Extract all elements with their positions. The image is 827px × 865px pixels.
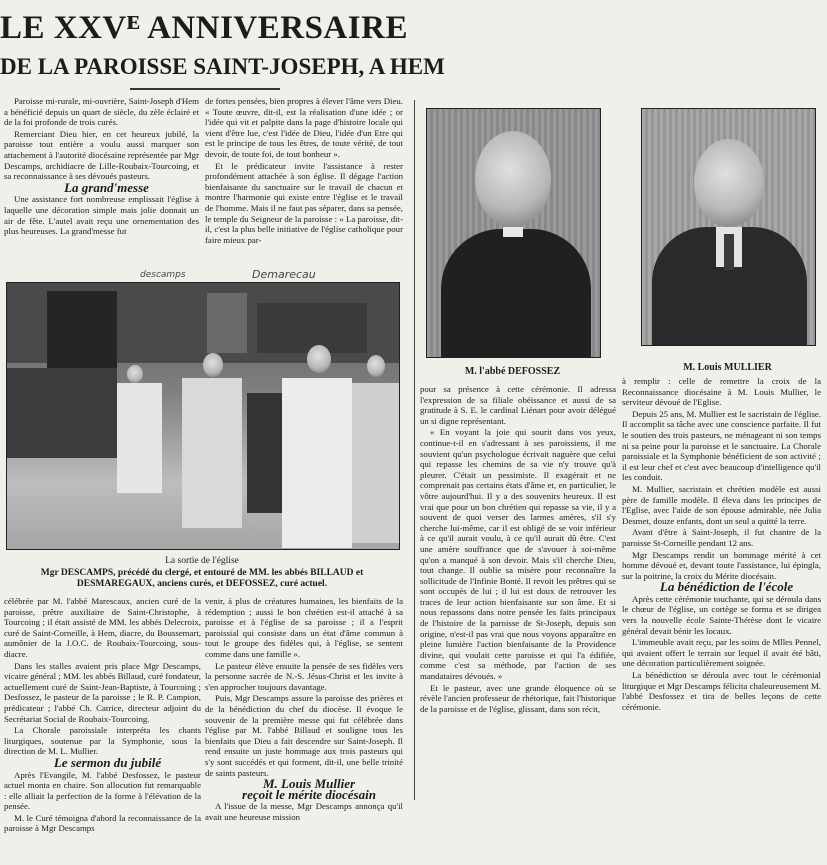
column-divider [414, 100, 415, 800]
paragraph: Mgr Descamps rendit un hommage mérité à cet homme dévoué et, devant toute l'assistance, lui épingla, sur la poitrine, la croix du Mérite diocésain. [622, 549, 821, 581]
paragraph: « En voyant la joie qui sourit dans vos yeux, continue-t-il en s'adressant à ses paroissiens, il me souvient qu'un psychologue écrivait naguère que celui qui repasse les chemins de sa vie n'y trouve qu'à pleurer. C'était un pessimiste. Il exagérait et ne comprenait pas certains états d'âme et, en particulier, le vôtre aujourd'hui. Il y a des souvenirs heureux. Il est vrai que pour un bon chrétien qui repasse sa vie, il y a souvent de quoi verser des larmes amères, s'il s'y cherche lui-même, car il est obligé de se voir inférieur à ce qu'il aurait voulu, à ce qu'il aurait dû être. C'est une amère souffrance que de s'avouer à soi-même qu'on a manqué à son devoir. Mais s'il cherche Dieu, tout change. Il oublie sa misère pour reconnaître la sollicitude de l'Infinie Bonté. Il revoit les prêtres qui se sont occupés de lui ; il lui est doux de retrouver les traces de leur action bienfaisante sur son âme. Et si nous repassons dans notre pensée les faits principaux de l'histoire de la paroisse de St-Joseph, depuis son origine, n'est-il pas vrai que nous voyons apparaître en pleine lumière l'action bienfaisante de la Providence divine, qui voulait cette paroisse et qui l'a édifiée, comme c'est sa méthode, par l'action de ses mandataires dévoués. » [420, 427, 616, 682]
paragraph: Après cette cérémonie touchante, qui se déroula dans le chœur de l'église, un cortège se forma et se dirigea vers la nouvelle école Sainte-Thérèse dont le vicaire général devait bénir les locaux. [622, 593, 821, 636]
subheading-mullier: M. Louis Mullier [262, 776, 356, 792]
handwritten-note-demarecau: Demarecau [252, 268, 316, 281]
paragraph: Avant d'être à Saint-Joseph, il fut chantre de la paroisse St-Corneille pendant 12 ans. [622, 527, 821, 548]
subheading-grand-messe: La grand'messe [64, 179, 149, 195]
paragraph: Depuis 25 ans, M. Mullier est le sacristain de l'église. Il accomplit sa tâche avec une conscience parfaite. Il fut le soutien des trois pasteurs, ne ménageant ni son temps ni sa peine pour la paroisse et le sanctuaire. La Chorale paroissiale et la Symphonie bénéficient de son activité ; il est leur chef et c'est avec beaucoup d'intelligence qu'il les conduit. [622, 408, 821, 483]
paragraph: venir, à plus de créatures humaines, les bienfaits de la rédemption ; aussi le bon chrétien est-il attaché à sa paroisse et à l'église de sa paroisse ; il a l'esprit paroissial qui consiste dans un état d'âme commun à tout le groupe des fidèles qui, à l'église, se sentent comme dans une famille ». [205, 596, 403, 659]
paragraph: La Chorale paroissiale interpréta les chants liturgiques, soutenue par la Symphonie, sous la direction de M. L. Mullier. [4, 725, 201, 757]
portrait-defossez [426, 108, 601, 358]
paragraph: Une assistance fort nombreuse emplissait l'église à laquelle une décoration simple mais jolie donnait un air de fête. L'autel avait reçu une ornementation des plus heureuses. La grand'messe fut [4, 194, 199, 237]
paragraph: M. le Curé témoigna d'abord la reconnaissance de la paroisse à Mgr Descamps [4, 812, 201, 834]
subheading-merite: reçoit le mérite diocésain [242, 786, 376, 802]
paragraph: à remplir : celle de remettre la croix de la Reconnaissance diocésaine à M. Louis Mullier, le serviteur dévoué de l'Eglise. [622, 376, 821, 408]
main-photo-church-exit [6, 282, 400, 550]
paragraph: pour sa présence à cette cérémonie. Il adressa l'expression de sa filiale obéissance et aussi de sa gratitude à S. E. le cardinal Liénart pour avoir délégué un si digne représentant. [420, 384, 616, 426]
paragraph: célébrée par M. l'abbé Marescaux, ancien curé de la paroisse, prêtre auxiliaire de Saint-Christophe, à Tourcoing ; il était assisté de MM. les abbés Delecroix, curé de Saint-Corneille, à Hem, diacre, du Boussemart, aumônier de la J.O.C. de Roubaix-Tourcoing, sous-diacre. [4, 596, 201, 659]
column-3 [420, 384, 616, 784]
portrait-mullier [641, 108, 816, 346]
paragraph: Et le prédicateur invite l'assistance à rester profondément attachée à son église. Il dégage l'action bienfaisante du sanctuaire sur le travail de chacun et montre l'harmonie qui existe entre l'église et le travail de l'homme. Mais il ne faut pas séparer, dans sa pensée, le temple du Seigneur de la paroisse : « La paroisse, dit-il, c'est la plus belle initiative de l'église catholique pour faire mieux par- [205, 160, 403, 245]
paragraph: L'immeuble avait reçu, par les soins de Mlles Pennel, qui avaient offert le terrain sur lequel il avait été bâti, une décoration particulièrement soignée. [622, 637, 821, 669]
paragraph: Le pasteur élève ensuite la pensée de ses fidèles vers la personne sacrée de N.-S. Jésus-Christ et les invite à s'en approcher toujours davantage. [205, 660, 403, 692]
title-rule [130, 88, 280, 90]
paragraph: M. Mullier, sacristain et chrétien modèle est aussi père de famille modèle. Il éleva dans les principes de l'Eglise, avec l'aide de son épouse admirable, née Julia Desmet, douze enfants, dont un seul a quitté la terre. [622, 483, 821, 526]
paragraph: A l'issue de la messe, Mgr Descamps annonça qu'il avait une heureuse mission [205, 801, 403, 822]
handwritten-note-descamps: descamps [140, 270, 186, 280]
column-1-lower [4, 596, 201, 865]
main-photo-caption-title: La sortie de l'église [165, 556, 239, 566]
main-photo-caption-text: Mgr DESCAMPS, précédé du clergé, et entouré de MM. les abbés BILLAUD et DESMAREGAUX, anciens curés, et DEFOSSEZ, curé actuel. [40, 568, 364, 589]
article-title-line1: LE XXVᴱ ANNIVERSAIRE [0, 10, 408, 46]
portrait-mullier-caption: M. Louis MULLIER [683, 362, 772, 373]
article-title-line2: DE LA PAROISSE SAINT-JOSEPH, A HEM [0, 54, 445, 79]
column-2-top [205, 96, 403, 274]
column-4 [622, 376, 821, 784]
paragraph: de fortes pensées, bien propres à élever l'âme vers Dieu. « Toute œuvre, dit-il, est la réalisation d'une idée ; or l'idée qui vit et palpite dans la page d'histoire locale qui vient d'être lue, c'est l'idée de Dieu, l'idée d'un Etre qui est le principe de tous les êtres, de toute vérité, de tout devoir, de toute foi, de tout bonheur ». [205, 96, 403, 159]
paragraph: Et le pasteur, avec une grande éloquence où se révèle l'ancien professeur de rhétorique, fait l'historique de la paroisse et de l'église, glissant, dans son récit, [420, 682, 616, 714]
portrait-defossez-caption: M. l'abbé DEFOSSEZ [464, 366, 561, 377]
paragraph: Paroisse mi-rurale, mi-ouvrière, Saint-Joseph d'Hem a bénéficié depuis un quart de siècle, du zèle éclairé et de la foi profonde de trois curés. [4, 96, 199, 128]
column-2-lower [205, 596, 403, 865]
paragraph: Puis, Mgr Descamps assure la paroisse des prières et de la bénédiction du chef du diocèse. Il évoque le souvenir de la première messe qui fut célébrée dans l'église par M. l'abbé Billaud et souligne tous les bienfaits que Dieu a fait descendre sur Saint-Joseph. Il rend ensuite un juste hommage aux trois pasteurs qui s'y sont succédés et qui forment, dit-il, une belle trinité de saints pasteurs. [205, 693, 403, 778]
subheading-benediction: La bénédiction de l'école [659, 579, 794, 595]
subheading-sermon: Le sermon du jubilé [53, 754, 162, 770]
column-1-top [4, 96, 199, 274]
paragraph: Après l'Evangile, M. l'abbé Desfossez, le pasteur actuel monta en chaire. Son allocution fut remarquable : elle alliait la perfection de la forme à l'élévation de la pensée. [4, 769, 201, 812]
paragraph: La bénédiction se déroula avec tout le cérémonial liturgique et Mgr Descamps félicita chaleureusement M. l'abbé Desfossez et tira de belles leçons de cette cérémonie. [622, 670, 821, 712]
paragraph: Remerciant Dieu hier, en cet heureux jubilé, la paroisse tout entière a voulu aussi marquer son attachement à l'autorité diocésaine représentée par Mgr Descamps, archidiacre de Lille-Roubaix-Tourcoing, et sa reconnaissance à ses dévoués pasteurs. [4, 128, 199, 182]
paragraph: Dans les stalles avaient pris place Mgr Descamps, vicaire général ; MM. les abbés Billaud, curé fondateur, actuellement curé de Saint-Jean-Baptiste, à Tourcoing ; Desfossez, le pasteur de la paroisse ; le R. P. Campion, prédicateur ; l'abbé Ch. Catrice, directeur adjoint du Secrétariat Social de Roubaix-Tourcoing. [4, 660, 201, 724]
